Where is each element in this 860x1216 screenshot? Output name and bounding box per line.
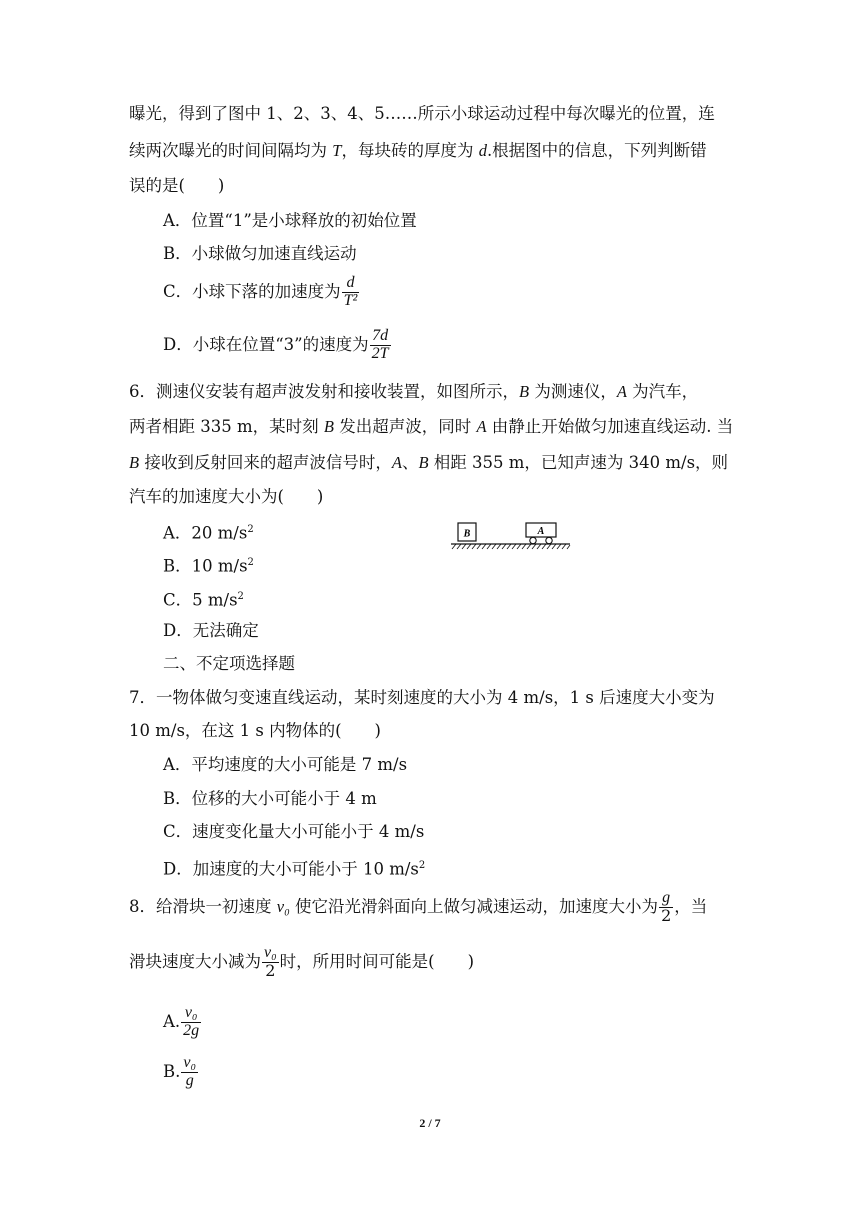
q8-option-a: A. $\frac{\text{v₀}}{2g}$ [163,1004,200,1039]
fraction-g-over-2: $\frac{g}{2}$ [661,889,672,925]
q8-line-2: 滑块速度大小减为 $\frac{\text{v₀}}{2}$ 时，所用时间可能是( ) [129,944,475,980]
q6-line-3: B 接收到反射回来的超声波信号时，A、B 相距 355 m，已知声速为 340 m/s，则 [129,453,729,472]
q6-option-c: C．5 $m/s^2$ [163,590,244,610]
speed-meter-label: B [463,528,471,540]
q5-option-b: B．小球做匀加速直线运动 [163,244,357,263]
q8-option-b: B. $\frac{\text{v₀}}{g}$ [163,1054,197,1089]
q6-line-1: 6．测速仪安装有超声波发射和接收装置，如图所示，B 为测速仪，A 为汽车， [129,382,699,401]
fraction-v0-over-2: $\frac{\text{v₀}}{2}$ [264,944,277,980]
q5-line-3: 误的是( ) [129,176,225,195]
q5-option-d: D．小球在位置“3”的速度为 $\frac{7d}{2T}$ [163,327,389,362]
ground-hatching [452,544,570,549]
q8-line-1: 8．给滑块一初速度 v₀ 使它沿光滑斜面向上做匀减速运动，加速度大小为 $\frac{g}{2}$ ，当 [129,889,708,925]
q6-line-4: 汽车的加速度大小为( ) [129,487,324,506]
q6-option-d: D．无法确定 [163,621,259,640]
q5-option-c: C．小球下落的加速度为 $\frac{d}{\text{T²}}$ [163,274,358,309]
q5-line-2: 续两次曝光的时间间隔均为 T，每块砖的厚度为 d.根据图中的信息，下列判断错 [129,141,707,160]
car-wheel-right [546,537,552,543]
page-number: 2 / 7 [419,1116,441,1130]
q7-line-1: 7．一物体做匀变速直线运动，某时刻速度的大小为 4 m/s，1 s 后速度大小变为 [129,688,715,707]
q6-option-a: A．20 $m/s^2$ [163,523,254,543]
q6-line-2: 两者相距 335 m，某时刻 B 发出超声波，同时 A 由静止开始做匀加速直线运动. 当 [129,417,734,436]
q7-option-a: A．平均速度的大小可能是 7 m/s [163,755,408,774]
q6-option-b: B．10 $m/s^2$ [163,556,254,576]
fraction-7d-over-2t: $\frac{7d}{2T}$ [371,327,389,362]
q7-option-d: D．加速度的大小可能小于 10 $m/s^2$ [163,859,426,879]
q7-line-2: 10 m/s，在这 1 s 内物体的( ) [129,721,381,740]
fraction-v0-over-g: $\frac{\text{v₀}}{g}$ [183,1054,197,1089]
fraction-v0-over-2g: $\frac{\text{v₀}}{2g}$ [183,1004,200,1039]
section-heading: 二、不定项选择题 [163,654,295,673]
car-wheel-left [530,537,536,543]
q7-option-b: B．位移的大小可能小于 4 m [163,789,377,808]
fraction-d-over-t2: $\frac{d}{\text{T²}}$ [343,274,358,309]
q5-option-a: A．位置“1”是小球释放的初始位置 [163,211,417,230]
q7-option-c: C．速度变化量大小可能小于 4 m/s [163,822,425,841]
q5-line-1: 曝光，得到了图中 1、2、3、4、5……所示小球运动过程中每次曝光的位置，连 [129,104,715,123]
car-label: A [537,526,545,537]
speed-meter-figure [448,520,573,552]
